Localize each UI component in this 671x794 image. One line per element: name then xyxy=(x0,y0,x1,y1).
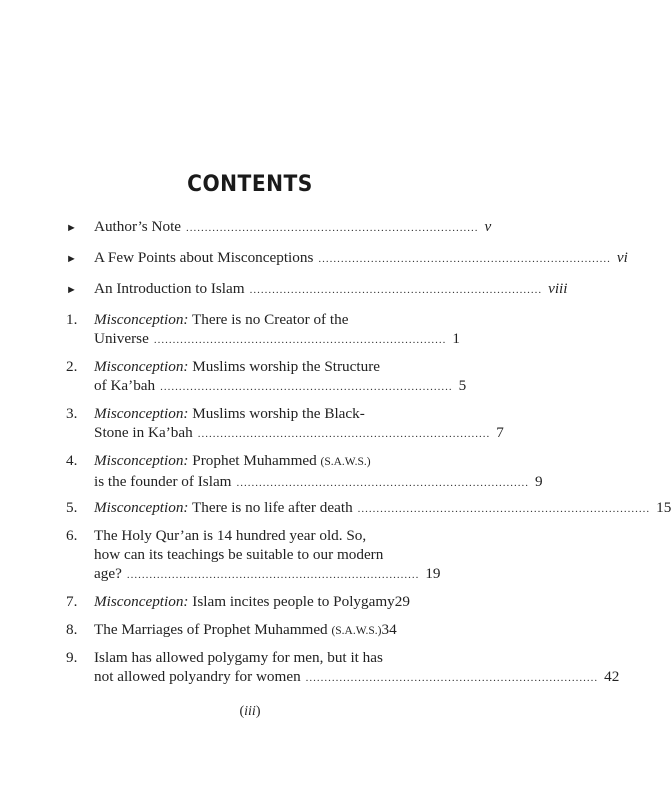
entry-title: Author’s Note xyxy=(94,218,182,235)
leader-dots: .............................................................................. xyxy=(186,222,479,234)
entry-title: The Marriages of Prophet Muhammed xyxy=(94,621,332,638)
toc-entry-misconceptions[interactable] xyxy=(66,248,628,269)
toc-entry-introduction[interactable] xyxy=(66,279,568,300)
entry-title: Prophet Muhammed xyxy=(188,452,321,469)
entry-title: Muslims worship the Structure xyxy=(188,358,381,375)
entry-number: 1. xyxy=(66,311,78,328)
entry-title-cont: not allowed polyandry for women xyxy=(94,668,301,685)
entry-number: 6. xyxy=(66,527,78,544)
toc-entry-3[interactable] xyxy=(66,404,504,444)
leader-dots: .............................................................................. xyxy=(126,569,420,581)
entry-title-end: age? xyxy=(94,565,122,582)
entry-title: Islam has allowed polygamy for men, but it has xyxy=(94,649,383,666)
leader-dots: .............................................................................. xyxy=(153,334,447,346)
honorific: (S.A.W.S.) xyxy=(320,456,371,468)
page-number: vi xyxy=(616,249,628,266)
entry-title-cont: how can its teachings be suitable to our modern xyxy=(94,546,384,563)
page-number: viii xyxy=(548,280,568,297)
entry-title: A Few Points about Misconceptions xyxy=(94,249,314,266)
entry-prefix: Misconception: xyxy=(94,452,189,469)
triangle-bullet-icon: ► xyxy=(66,222,77,234)
toc-entry-authors-note[interactable] xyxy=(66,217,492,238)
leader-dots: .............................................................................. xyxy=(197,428,491,440)
toc-entry-2[interactable] xyxy=(66,357,467,397)
page-number: 29 xyxy=(394,593,410,610)
entry-title: An Introduction to Islam xyxy=(94,280,245,297)
entry-prefix: Misconception: xyxy=(94,311,189,328)
entry-number: 8. xyxy=(66,621,78,638)
entry-title: Muslims worship the Black- xyxy=(188,405,365,422)
entry-number: 5. xyxy=(66,499,78,516)
entry-title-cont: Stone in Ka’bah xyxy=(94,424,193,441)
entry-title: There is no Creator of the xyxy=(188,311,349,328)
entry-title-cont: Universe xyxy=(94,330,149,347)
leader-dots: .............................................................................. xyxy=(305,672,599,684)
triangle-bullet-icon: ► xyxy=(66,284,77,296)
page-number: v xyxy=(484,218,492,235)
entry-prefix: Misconception: xyxy=(94,499,189,516)
leader-dots: .............................................................................. xyxy=(357,503,651,515)
page-number: 1 xyxy=(452,330,460,347)
page-number: 7 xyxy=(496,424,504,441)
entry-title: Islam incites people to Polygamy xyxy=(188,593,395,610)
toc-entry-4[interactable] xyxy=(66,451,543,493)
page-number: 5 xyxy=(458,377,467,394)
page-footer-number: (iii) xyxy=(239,704,261,719)
entry-prefix: Misconception: xyxy=(94,593,189,610)
entry-number: 4. xyxy=(66,452,78,469)
entry-title-cont: is the founder of Islam xyxy=(94,473,232,490)
triangle-bullet-icon: ► xyxy=(66,253,77,265)
honorific: (S.A.W.S.) xyxy=(331,625,382,637)
leader-dots: .............................................................................. xyxy=(236,477,529,489)
entry-number: 2. xyxy=(66,358,78,375)
entry-prefix: Misconception: xyxy=(94,358,189,375)
entry-prefix: Misconception: xyxy=(94,405,189,422)
toc-entry-1[interactable] xyxy=(66,310,460,350)
toc-entry-9[interactable] xyxy=(66,648,620,688)
entry-number: 3. xyxy=(66,405,78,422)
page-number: 34 xyxy=(381,621,397,638)
page-number: 19 xyxy=(425,565,441,582)
toc-entry-7[interactable] xyxy=(66,592,410,611)
roman-page-number: iii xyxy=(244,704,256,719)
toc-entry-5[interactable] xyxy=(66,498,671,519)
page-number: 9 xyxy=(535,473,543,490)
leader-dots: .............................................................................. xyxy=(160,381,453,393)
toc-entry-8[interactable] xyxy=(66,620,396,641)
leader-dots: .............................................................................. xyxy=(249,284,543,296)
page-number: 42 xyxy=(604,668,620,685)
page-title: CONTENTS xyxy=(187,172,313,197)
entry-title: There is no life after death xyxy=(188,499,353,516)
toc-entry-6[interactable] xyxy=(66,526,441,585)
page-number: 15 xyxy=(656,499,671,516)
entry-title: The Holy Qur’an is 14 hundred year old. So, xyxy=(94,527,367,544)
entry-title-cont: of Ka’bah xyxy=(94,377,156,394)
entry-number: 7. xyxy=(66,593,78,610)
entry-number: 9. xyxy=(66,649,78,666)
leader-dots: .............................................................................. xyxy=(318,253,611,265)
